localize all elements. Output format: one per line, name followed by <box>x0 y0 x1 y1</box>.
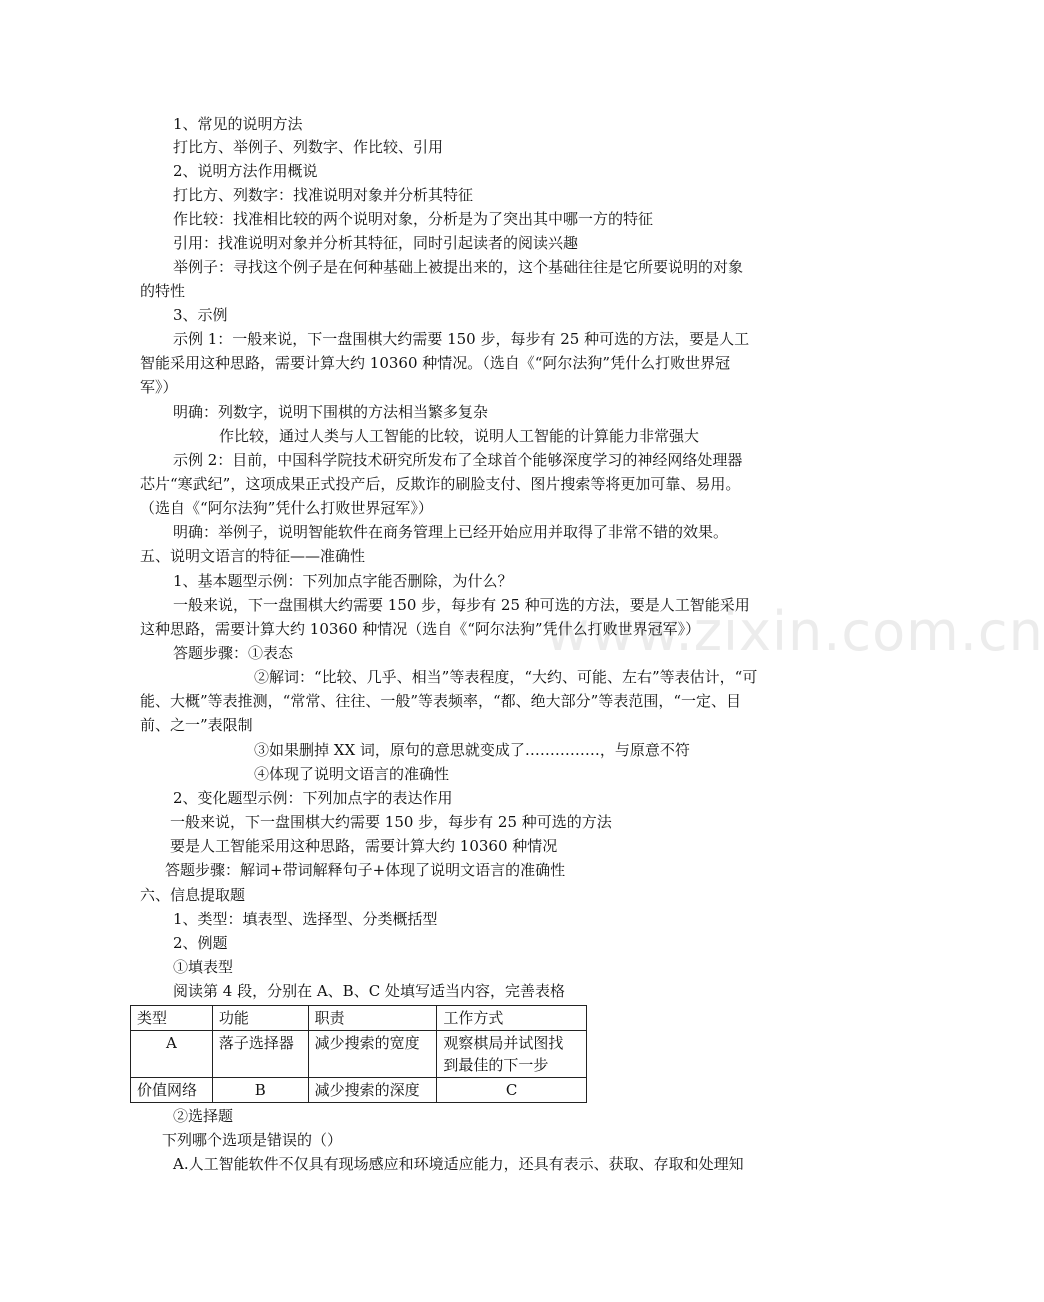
table-cell: A <box>131 1031 213 1078</box>
table-row <box>131 1078 587 1103</box>
table-cell: 价值网络 <box>131 1078 213 1103</box>
text-line: 明确：列数字，说明下围棋的方法相当繁多复杂 <box>173 403 489 421</box>
table-cell-line: 到最佳的下一步 <box>443 1056 549 1074</box>
text-line: 这种思路，需要计算大约 10360 种情况（选自《“阿尔法狗”凭什么打败世界冠军》） <box>140 620 701 638</box>
text-line: 要是人工智能采用这种思路，需要计算大约 10360 种情况 <box>170 837 558 855</box>
table-header-cell: 职责 <box>308 1006 437 1031</box>
table-header-cell: 工作方式 <box>437 1006 587 1031</box>
table-row <box>131 1031 587 1078</box>
text-line: 2、说明方法作用概说 <box>173 162 318 180</box>
text-line: ②选择题 <box>173 1107 234 1125</box>
table-cell: C <box>437 1078 587 1103</box>
text-line: ①填表型 <box>173 958 234 976</box>
text-line: 示例 2：目前，中国科学院技术研究所发布了全球首个能够深度学习的神经网络处理器 <box>173 451 743 469</box>
text-line: 前、之一”表限制 <box>140 716 253 734</box>
table-cell: 减少搜索的深度 <box>308 1078 437 1103</box>
text-line: 3、示例 <box>173 306 228 324</box>
text-line: （选自《“阿尔法狗”凭什么打败世界冠军》） <box>140 499 433 517</box>
text-line: 智能采用这种思路，需要计算大约 10360 种情况。（选自《“阿尔法狗”凭什么打败世界冠 <box>140 354 731 372</box>
text-line: 举例子：寻找这个例子是在何种基础上被提出来的，这个基础往往是它所要说明的对象 <box>173 258 744 276</box>
text-line: 芯片“寒武纪”，这项成果正式投产后，反欺诈的刷脸支付、图片搜索等将更加可靠、易用。 <box>140 475 741 493</box>
text-line: 打比方、举例子、列数字、作比较、引用 <box>173 138 444 156</box>
text-line: ②解词：“比较、几乎、相当”等表程度，“大约、可能、左右”等表估计，“可 <box>254 668 758 686</box>
text-line: 一般来说，下一盘围棋大约需要 150 步，每步有 25 种可选的方法，要是人工智能采用 <box>173 596 750 614</box>
text-line: 2、变化题型示例：下列加点字的表达作用 <box>173 789 453 807</box>
text-line: 示例 1：一般来说，下一盘围棋大约需要 150 步，每步有 25 种可选的方法，要是人工 <box>173 330 750 348</box>
text-line: 下列哪个选项是错误的（） <box>162 1131 343 1149</box>
text-line: 明确：举例子，说明智能软件在商务管理上已经开始应用并取得了非常不错的效果。 <box>173 523 729 541</box>
text-line: 的特性 <box>140 282 186 300</box>
text-line: 作比较，通过人类与人工智能的比较，说明人工智能的计算能力非常强大 <box>219 427 700 445</box>
table-header-cell: 功能 <box>212 1006 308 1031</box>
text-line: 1、基本题型示例：下列加点字能否删除，为什么？ <box>173 572 513 590</box>
text-line: 1、类型：填表型、选择型、分类概括型 <box>173 910 438 928</box>
fill-in-table <box>130 1005 587 1103</box>
table-cell: 减少搜索的宽度 <box>308 1031 437 1078</box>
table-cell <box>437 1031 587 1078</box>
text-line: 答题步骤：解词+带词解释句子+体现了说明文语言的准确性 <box>165 861 566 879</box>
text-line: 答题步骤：①表态 <box>173 644 294 662</box>
text-line: 作比较：找准相比较的两个说明对象，分析是为了突出其中哪一方的特征 <box>173 210 654 228</box>
text-line: 一般来说，下一盘围棋大约需要 150 步，每步有 25 种可选的方法 <box>170 813 612 831</box>
text-line: 打比方、列数字：找准说明对象并分析其特征 <box>173 186 474 204</box>
table-header-cell: 类型 <box>131 1006 213 1031</box>
table-cell: 落子选择器 <box>212 1031 308 1078</box>
text-line: A.人工智能软件不仅具有现场感应和环境适应能力，还具有表示、获取、存取和处理知 <box>173 1155 744 1173</box>
text-line: ④体现了说明文语言的准确性 <box>254 765 450 783</box>
section-heading: 六、信息提取题 <box>140 886 246 904</box>
text-line: 引用：找准说明对象并分析其特征，同时引起读者的阅读兴趣 <box>173 234 579 252</box>
text-line: 军》） <box>140 378 178 396</box>
text-line: 2、例题 <box>173 934 228 952</box>
table-cell: B <box>212 1078 308 1103</box>
table-header-row <box>131 1006 587 1031</box>
section-heading: 五、说明文语言的特征——准确性 <box>140 547 366 565</box>
text-line: 阅读第 4 段，分别在 A、B、C 处填写适当内容，完善表格 <box>173 982 565 1000</box>
table-cell-line: 观察棋局并试图找 <box>443 1034 564 1052</box>
watermark: www.zixin.com.cn <box>545 600 1044 663</box>
text-line: 能、大概”等表推测，“常常、往往、一般”等表频率，“都、绝大部分”等表范围，“一定、目 <box>140 692 742 710</box>
text-line: 1、常见的说明方法 <box>173 115 303 133</box>
text-line: ③如果删掉 XX 词，原句的意思就变成了……………，与原意不符 <box>254 741 690 759</box>
